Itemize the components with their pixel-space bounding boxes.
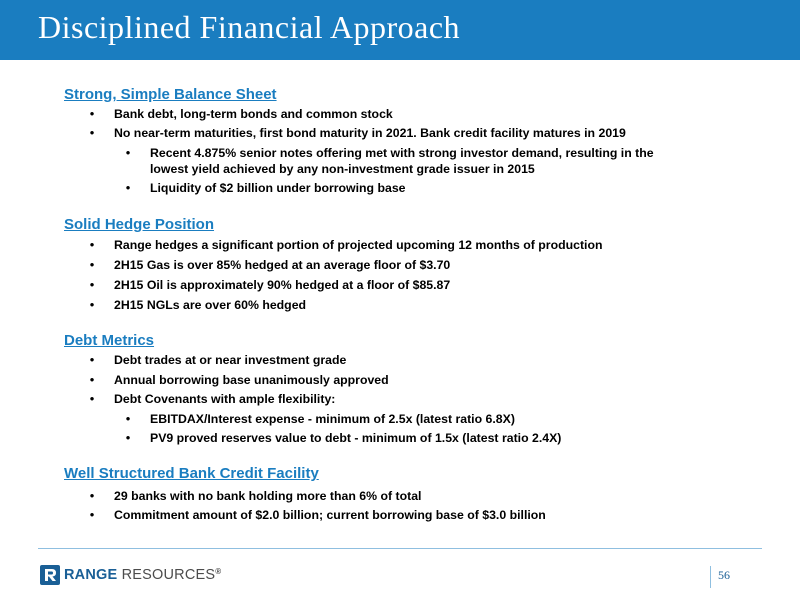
bullet-icon: • — [125, 181, 131, 195]
logo-word-range: RANGE — [64, 567, 118, 583]
page-number: 56 — [718, 568, 730, 582]
logo-wordmark — [64, 567, 221, 583]
bullet-icon: • — [125, 431, 131, 445]
bullet-text: Bank debt, long-term bonds and common stock — [114, 107, 393, 121]
bullet-icon: • — [89, 278, 95, 292]
bullet-icon: • — [89, 508, 95, 522]
bullet-text: Debt Covenants with ample flexibility: — [114, 392, 336, 406]
slide-title: Disciplined Financial Approach — [38, 9, 461, 45]
bullet-text: 2H15 Oil is approximately 90% hedged at a floor of $85.87 — [114, 278, 451, 292]
bullet-text: Range hedges a significant portion of projected upcoming 12 months of production — [114, 238, 603, 252]
bullet-text: No near-term maturities, first bond maturity in 2021. Bank credit facility matures in 2019 — [114, 126, 626, 140]
logo-word-resources: RESOURCES — [121, 567, 216, 583]
bullet-text: Liquidity of $2 billion under borrowing base — [150, 181, 406, 195]
bullet-icon: • — [89, 298, 95, 312]
bullet-text: 29 banks with no bank holding more than 6% of total — [114, 489, 422, 503]
section-heading-debt-metrics: Debt Metrics — [64, 332, 155, 349]
title-bar — [0, 0, 800, 60]
bullet-text: Debt trades at or near investment grade — [114, 353, 347, 367]
bullet-icon: • — [89, 258, 95, 272]
bullet-icon: • — [89, 489, 95, 503]
bullet-text: 2H15 Gas is over 85% hedged at an average floor of $3.70 — [114, 258, 451, 272]
bullet-icon: • — [89, 107, 95, 121]
bullet-icon: • — [89, 126, 95, 140]
bullet-text: PV9 proved reserves value to debt - minimum of 1.5x (latest ratio 2.4X) — [150, 431, 562, 445]
bullet-text: lowest yield achieved by any non-investment grade issuer in 2015 — [150, 162, 535, 176]
section-heading-balance-sheet: Strong, Simple Balance Sheet — [64, 86, 277, 103]
footer-divider — [38, 548, 762, 549]
page-number-divider — [710, 566, 711, 588]
bullet-icon: • — [89, 238, 95, 252]
bullet-icon: • — [89, 373, 95, 387]
company-logo — [40, 565, 221, 585]
bullet-icon: • — [89, 353, 95, 367]
bullet-text: Recent 4.875% senior notes offering met with strong investor demand, resulting in the — [150, 146, 654, 160]
bullet-icon: • — [89, 392, 95, 406]
bullet-text: EBITDAX/Interest expense - minimum of 2.5x (latest ratio 6.8X) — [150, 412, 515, 426]
section-heading-hedge-position: Solid Hedge Position — [64, 216, 215, 233]
registered-mark: ® — [215, 567, 222, 576]
bullet-icon: • — [125, 412, 131, 426]
section-heading-bank-credit-facility: Well Structured Bank Credit Facility — [64, 465, 319, 482]
range-resources-r-logo-icon — [40, 565, 60, 585]
bullet-icon: • — [125, 146, 131, 160]
bullet-text: Annual borrowing base unanimously approved — [114, 373, 389, 387]
bullet-text: Commitment amount of $2.0 billion; current borrowing base of $3.0 billion — [114, 508, 546, 522]
bullet-text: 2H15 NGLs are over 60% hedged — [114, 298, 307, 312]
